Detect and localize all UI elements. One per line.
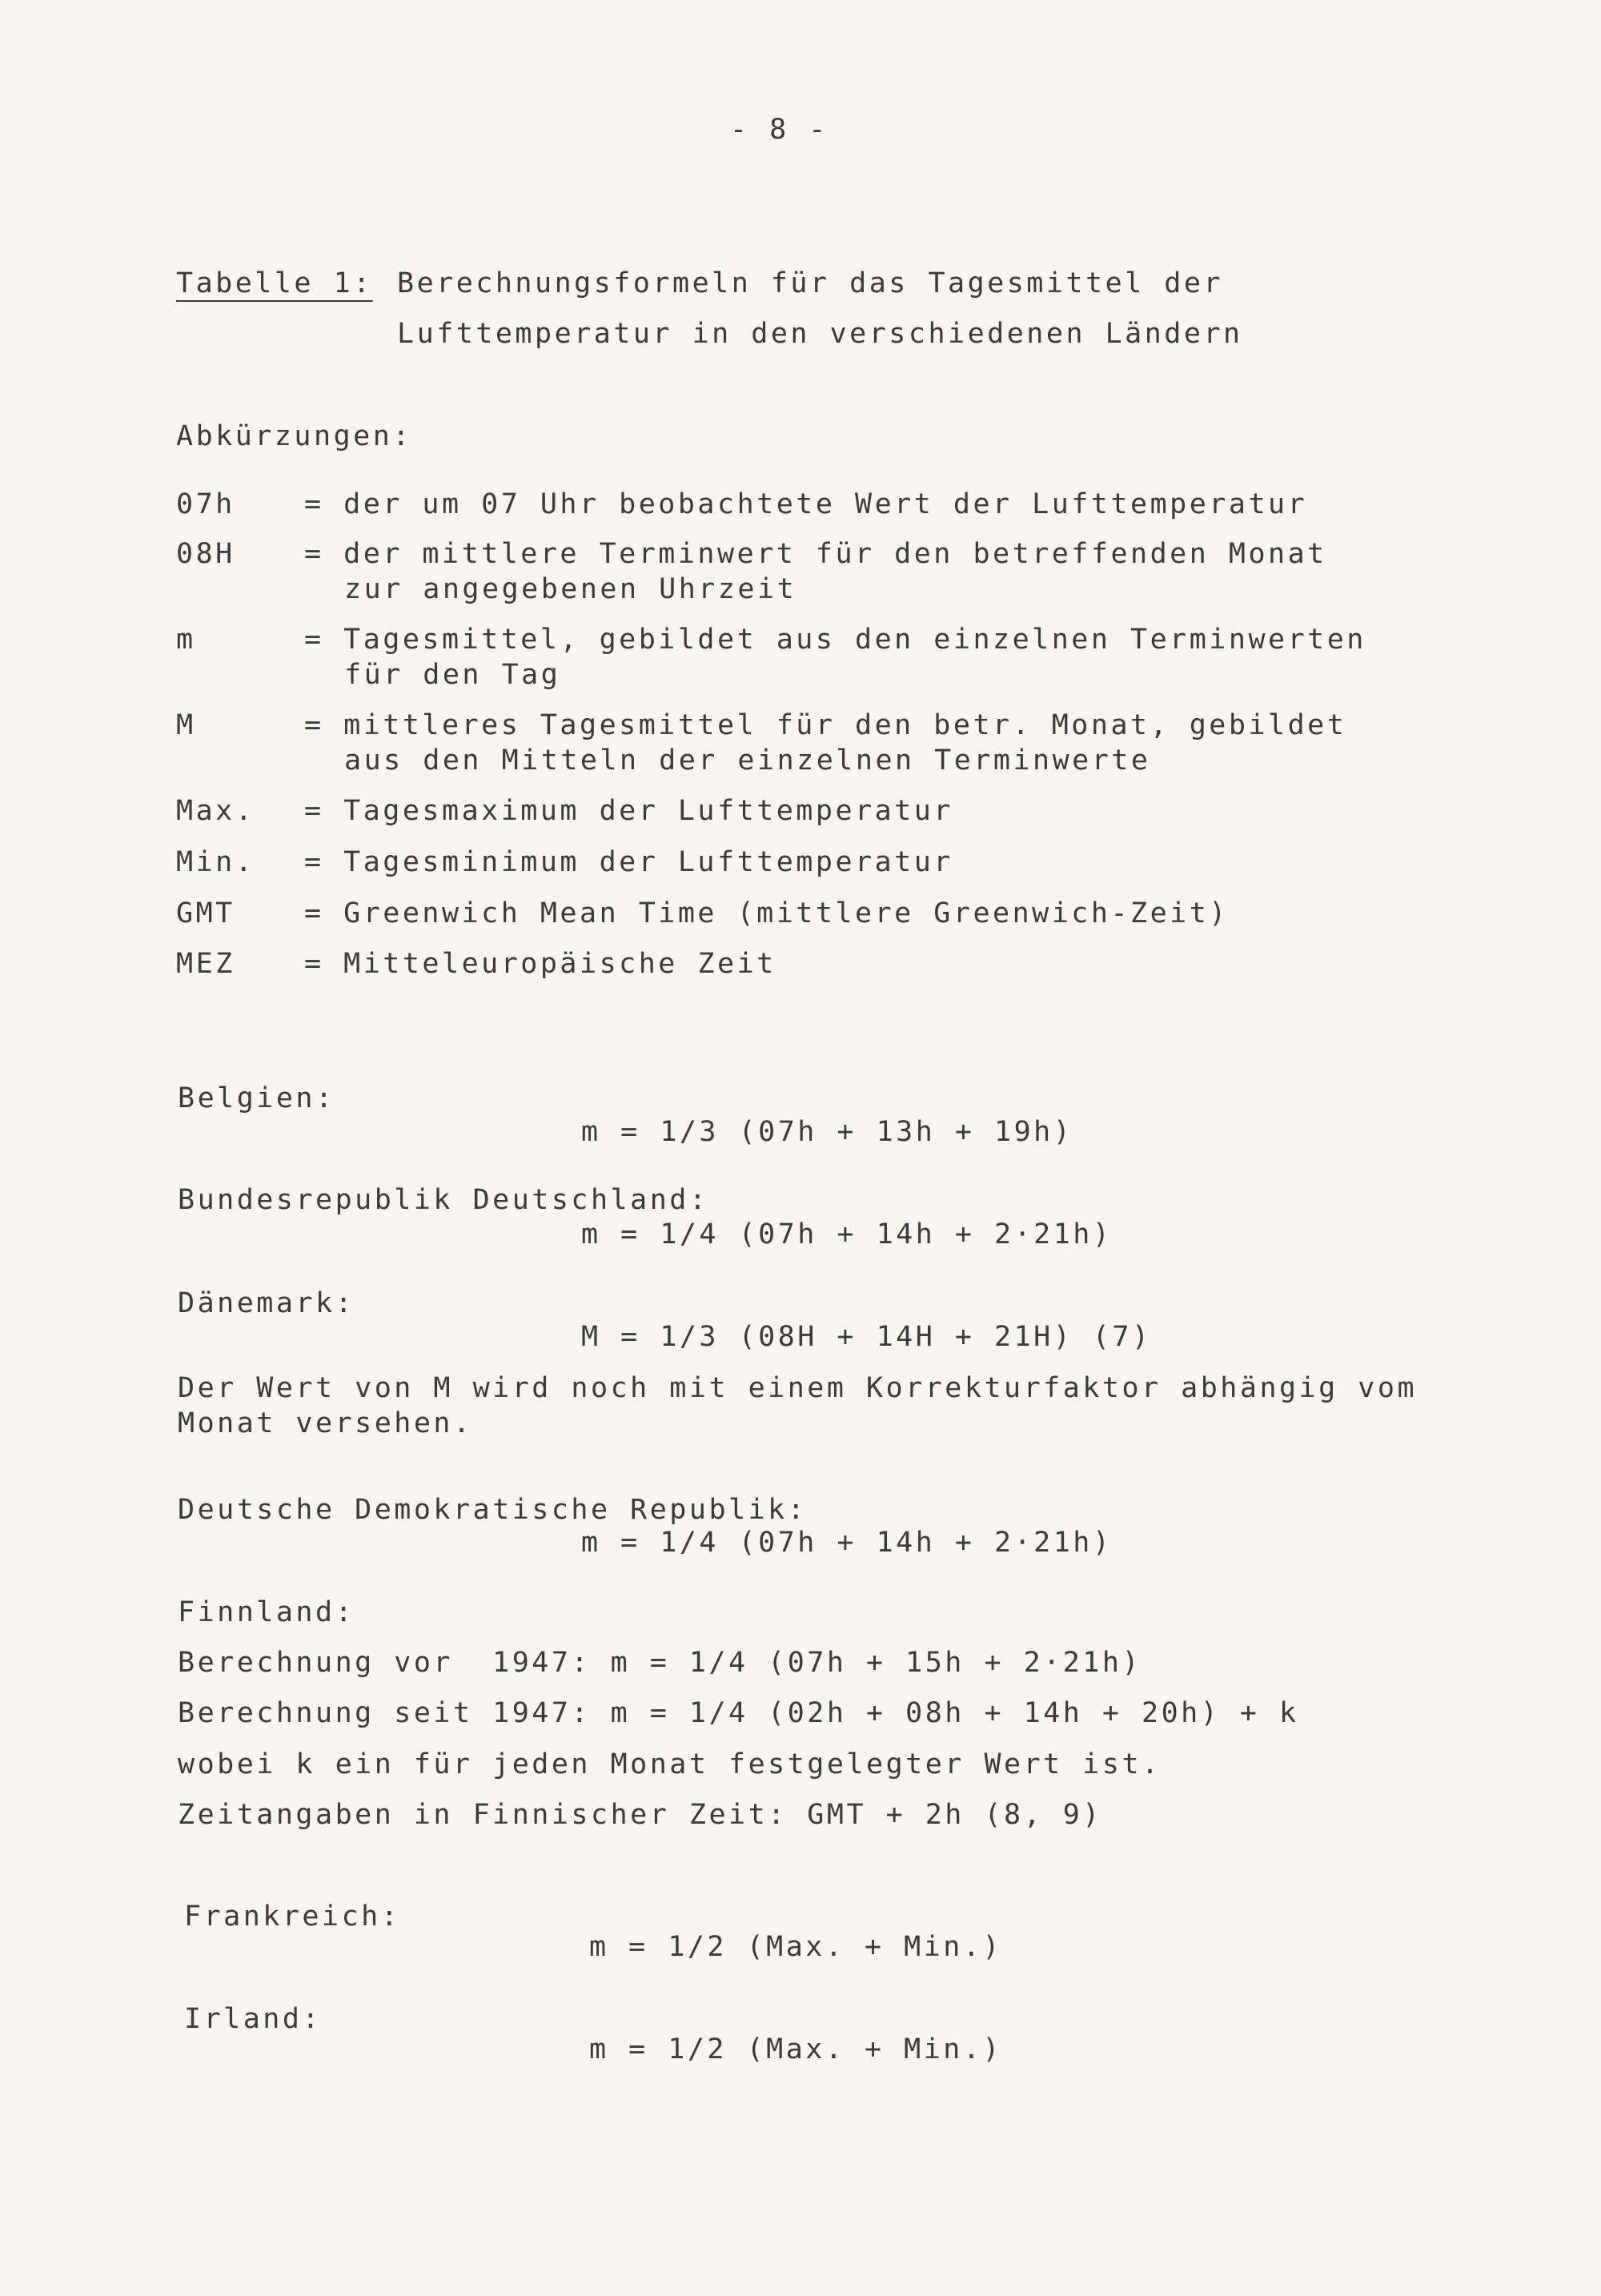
note-daenemark-line-1: Der Wert von M wird noch mit einem Korrekturfaktor abhängig vom (178, 1372, 1418, 1404)
abbr-definition-cont: für den Tag (344, 659, 561, 691)
finnland-line-4: Zeitangaben in Finnischer Zeit: GMT + 2h (8, 9) (178, 1799, 1102, 1831)
table-title-line-1: Berechnungsformeln für das Tagesmittel der (397, 267, 1224, 299)
country-heading-brd: Bundesrepublik Deutschland: (178, 1184, 709, 1216)
formula-ddr: m = 1/4 (07h + 14h + 2·21h) (581, 1527, 1113, 1559)
finnland-line-2: Berechnung seit 1947: m = 1/4 (02h + 08h + 14h + 20h) + k (178, 1697, 1299, 1729)
country-heading-belgien: Belgien: (178, 1082, 335, 1114)
finnland-line-1: Berechnung vor 1947: m = 1/4 (07h + 15h + 2·21h) (178, 1647, 1142, 1679)
table-label: Tabelle 1: (176, 267, 373, 299)
page-number: - 8 - (730, 114, 829, 146)
abbr-definition-cont: aus den Mitteln der einzelnen Terminwerte (344, 745, 1151, 777)
country-heading-daenemark: Dänemark: (178, 1287, 355, 1319)
finnland-line-3: wobei k ein für jeden Monat festgelegter Wert ist. (178, 1748, 1162, 1780)
note-daenemark-line-2: Monat versehen. (178, 1407, 473, 1439)
abbr-term: 07h (176, 488, 235, 520)
abbr-term: GMT (176, 897, 235, 929)
abbr-definition: = der um 07 Uhr beobachtete Wert der Lufttemperatur (304, 488, 1308, 520)
formula-brd: m = 1/4 (07h + 14h + 2·21h) (581, 1218, 1113, 1250)
abbr-definition: = der mittlere Terminwert für den betreffenden Monat (304, 538, 1327, 570)
country-heading-frankreich: Frankreich: (184, 1901, 401, 1933)
abbr-term: 08H (176, 538, 235, 570)
abbr-definition: = Tagesmittel, gebildet aus den einzelnen Terminwerten (304, 624, 1366, 656)
abbr-definition: = Mitteleuropäische Zeit (304, 948, 776, 980)
table-title-line-2: Lufttemperatur in den verschiedenen Ländern (397, 318, 1243, 350)
abbreviations-heading: Abkürzungen: (176, 420, 412, 452)
abbr-term: M (176, 709, 196, 741)
abbr-definition-cont: zur angegebenen Uhrzeit (344, 573, 797, 605)
formula-frankreich: m = 1/2 (Max. + Min.) (589, 1931, 1003, 1963)
country-heading-ddr: Deutsche Demokratische Republik: (178, 1494, 808, 1526)
formula-belgien: m = 1/3 (07h + 13h + 19h) (581, 1116, 1073, 1148)
country-heading-irland: Irland: (184, 2003, 323, 2035)
abbr-definition: = mittleres Tagesmittel für den betr. Monat, gebildet (304, 709, 1347, 741)
formula-irland: m = 1/2 (Max. + Min.) (589, 2033, 1003, 2065)
abbr-definition: = Tagesminimum der Lufttemperatur (304, 846, 953, 878)
abbr-term: Min. (176, 846, 255, 878)
abbr-definition: = Greenwich Mean Time (mittlere Greenwich-Zeit) (304, 897, 1229, 929)
abbr-term: MEZ (176, 948, 235, 980)
abbr-term: m (176, 624, 196, 656)
formula-daenemark: M = 1/3 (08H + 14H + 21H) (7) (581, 1321, 1152, 1353)
country-heading-finnland: Finnland: (178, 1596, 355, 1628)
abbr-definition: = Tagesmaximum der Lufttemperatur (304, 795, 953, 827)
abbr-term: Max. (176, 795, 255, 827)
